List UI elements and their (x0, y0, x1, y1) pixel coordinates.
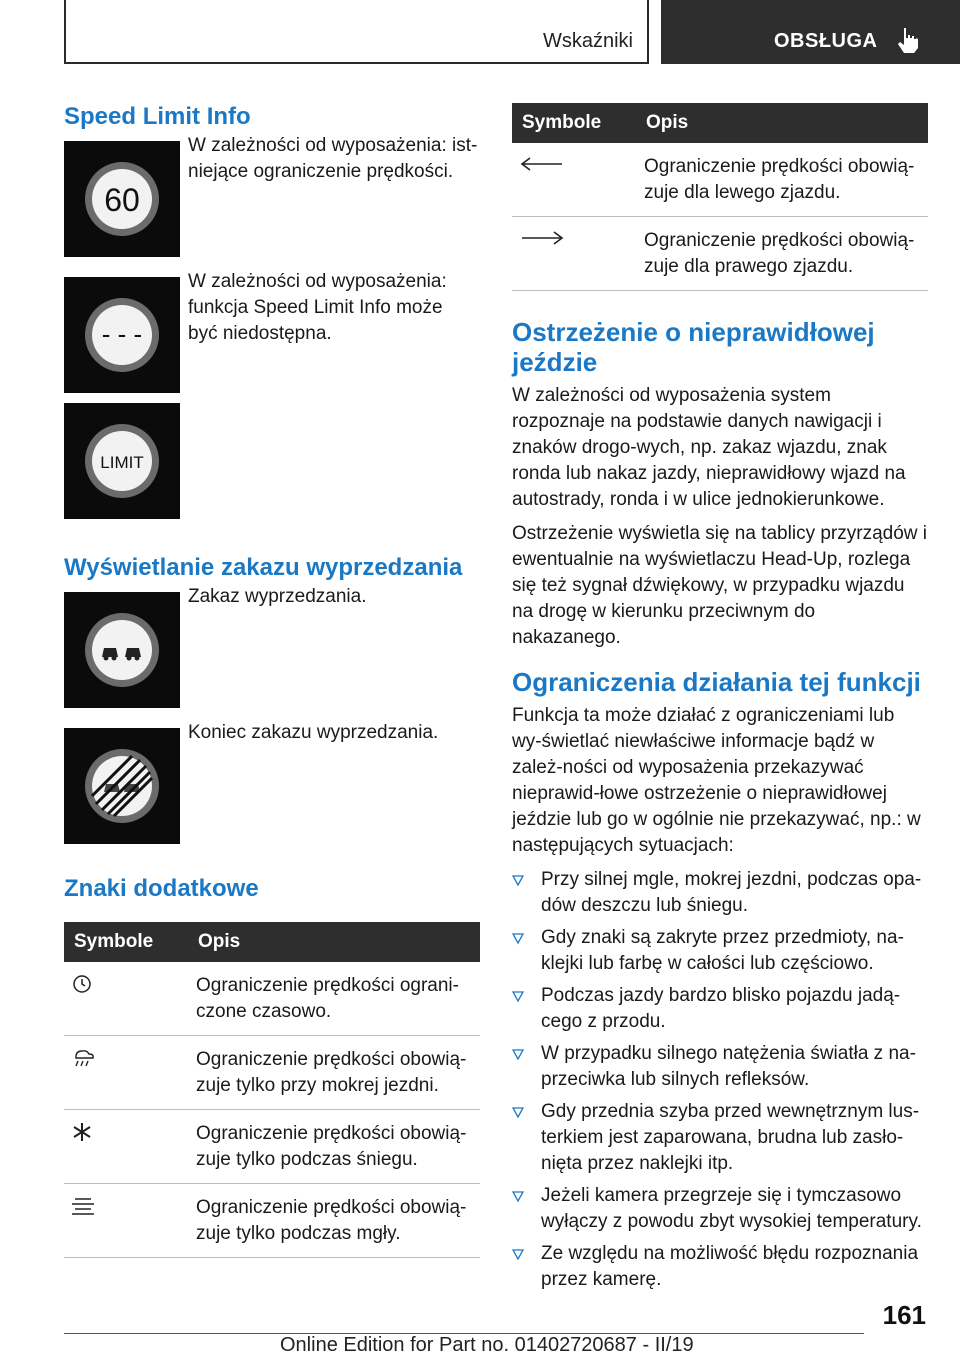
limit-sign-icon (64, 403, 180, 519)
extra-row-desc: Ograniczenie prędkości obowią- zuje tylko przy mokrej jezdni. (192, 1036, 480, 1110)
header-section: Wskaźniki (542, 30, 633, 52)
arrow-left-icon (520, 156, 564, 172)
table-row (64, 1110, 480, 1184)
extra-row-desc: Ograniczenie prędkości ograni- czone czasowo. (192, 962, 480, 1036)
extra-signs-heading: Znaki dodatkowe (64, 875, 259, 902)
triangle-bullet-icon (512, 1107, 524, 1119)
end-no-overtaking-desc: Koniec zakazu wyprzedzania. (188, 722, 439, 743)
sign-row-end-no-overtaking (64, 722, 480, 844)
list-item (512, 1099, 928, 1177)
overtaking-heading: Wyświetlanie zakazu wyprzedzania (64, 554, 463, 581)
extra-row-desc: Ograniczenie prędkości obowią- zuje tylko podczas śniegu. (192, 1110, 480, 1184)
wrong-way-heading: Ostrzeżenie o nieprawidłowej jeździe (512, 317, 875, 377)
end-no-overtaking-sign-icon (64, 728, 180, 844)
speed-unavailable-sign-icon (64, 277, 180, 393)
fog-icon (70, 1195, 96, 1217)
exit-row-desc: Ograniczenie prędkości obowią- zuje dla lewego zjazdu. (640, 143, 928, 217)
speed-60-sign-icon (64, 141, 180, 257)
sign-row-unavailable (64, 271, 480, 393)
exit-col-desc: Opis (640, 103, 928, 143)
sign-row-limit (64, 403, 480, 519)
limits-item-text: Jeżeli kamera przegrzeje się i tymczasowo wyłączy z powodu zbyt wysokiej temperatury. (541, 1185, 922, 1232)
speed-unavailable-label: - - - (101, 319, 143, 349)
triangle-bullet-icon (512, 1191, 524, 1203)
wrong-way-paragraph-1: W zależności od wyposażenia system rozpoznaje na podstawie danych nawigacji i znaków drogo-wych, np. zakaz wjazdu, znak ronda lub nakaz jazdy, nieprawidłowy wjazd na autostrady, ronda i w ulice jednokierunkowe. (512, 385, 906, 510)
triangle-bullet-icon (512, 1049, 524, 1061)
limits-heading: Ograniczenia działania tej funkcji (512, 667, 921, 697)
limits-item-text: Gdy przednia szyba przed wewnętrznym lus-terkiem jest zaparowana, brudna lub zasło-nięta przez naklejki itp. (541, 1101, 920, 1174)
exit-table (512, 103, 928, 291)
list-item (512, 1041, 928, 1093)
header-chapter-box (661, 0, 960, 64)
table-row (64, 1184, 480, 1258)
header-chapter: OBSŁUGA (774, 30, 878, 52)
limits-item-text: W przypadku silnego natężenia światła z na-przeciwka lub silnych refleksów. (541, 1043, 916, 1090)
arrow-right-icon (520, 230, 564, 246)
limits-item-text: Przy silnej mgle, mokrej jezdni, podczas opa-dów deszczu lub śniegu. (541, 869, 922, 916)
speed-limit-heading: Speed Limit Info (64, 103, 251, 130)
limits-list (512, 867, 928, 1293)
left-column (64, 100, 480, 1258)
triangle-bullet-icon (512, 933, 524, 945)
page-number: 161 (882, 1300, 926, 1330)
clock-icon (70, 973, 94, 995)
triangle-bullet-icon (512, 1249, 524, 1261)
table-row (64, 1036, 480, 1110)
list-item (512, 983, 928, 1035)
table-row (64, 962, 480, 1036)
list-item (512, 867, 928, 919)
speed-unavailable-desc: W zależności od wyposażenia: funkcja Speed Limit Info może być niedostępna. (188, 271, 447, 344)
snowflake-icon (70, 1121, 94, 1143)
wrong-way-paragraph-2: Ostrzeżenie wyświetla się na tablicy przyrządów i ewentualnie na wyświetlaczu Head-Up, rozlega się też sygnał dźwiękowy, w przypadku wjazdu na drogę w kierunku przeciwnym do nakazanego. (512, 523, 927, 648)
no-overtaking-desc: Zakaz wyprzedzania. (188, 586, 367, 607)
limits-intro: Funkcja ta może działać z ograniczeniami lub wy-świetlać niewłaściwe informacje bądź w zależ-ności od wyposażenia przekazywać nieprawid-łowe ostrzeżenie o nieprawidłowej jeździe lub go w ogólnie nie przekazywać, np.: w następujących sytuacjach: (512, 705, 921, 856)
table-row (512, 143, 928, 217)
extra-signs-table (64, 922, 480, 1258)
table-row (512, 217, 928, 291)
no-overtaking-sign-icon (64, 592, 180, 708)
limits-item-text: Podczas jazdy bardzo blisko pojazdu jadą-cego z przodu. (541, 985, 901, 1032)
speed-60-desc: W zależności od wyposażenia: ist- niejące ograniczenie prędkości. (188, 135, 478, 182)
triangle-bullet-icon (512, 991, 524, 1003)
list-item (512, 1241, 928, 1293)
extra-col-desc: Opis (192, 922, 480, 962)
hand-pointer-icon (895, 26, 921, 54)
exit-row-desc: Ograniczenie prędkości obowią- zuje dla prawego zjazdu. (640, 217, 928, 291)
speed-60-label: 60 (104, 182, 140, 218)
limits-item-text: Ze względu na możliwość błędu rozpoznania przez kamerę. (541, 1243, 919, 1290)
exit-col-symbol: Symbole (512, 103, 640, 143)
sign-row-60 (64, 135, 480, 257)
header-section-box (64, 0, 649, 64)
sign-row-no-overtaking (64, 586, 480, 708)
extra-row-desc: Ograniczenie prędkości obowią- zuje tylko podczas mgły. (192, 1184, 480, 1258)
extra-col-symbol: Symbole (64, 922, 192, 962)
right-column (512, 103, 928, 1299)
footer-edition: Online Edition for Part no. 01402720687 - II/19 (280, 1334, 694, 1356)
triangle-bullet-icon (512, 875, 524, 887)
list-item (512, 1183, 928, 1235)
limits-item-text: Gdy znaki są zakryte przez przedmioty, na-klejki lub farbę w całości lub częściowo. (541, 927, 904, 974)
rain-icon (70, 1047, 96, 1069)
list-item (512, 925, 928, 977)
limit-label: LIMIT (100, 453, 144, 472)
